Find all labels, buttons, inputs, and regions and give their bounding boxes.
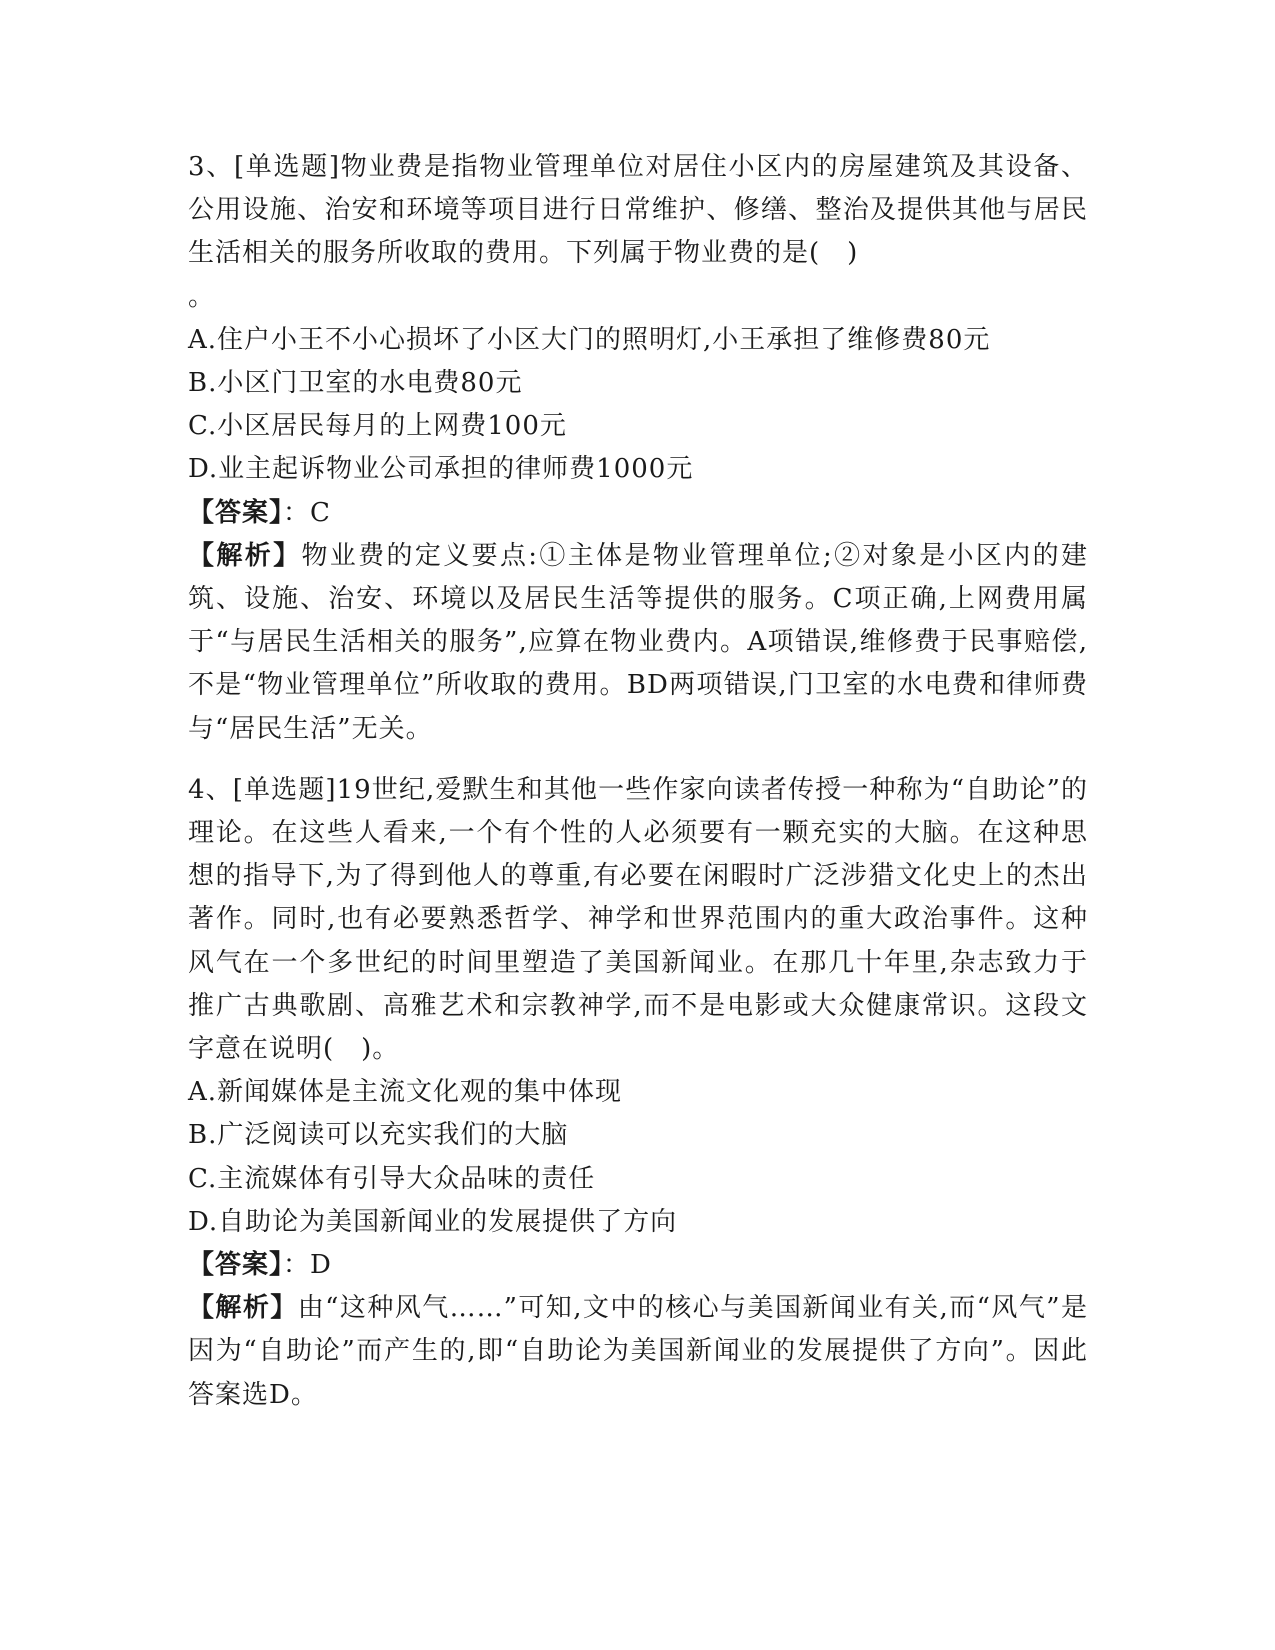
analysis-paragraph <box>188 1287 1088 1417</box>
option-a: A.住户小王不小心损坏了小区大门的照明灯,小王承担了维修费80元 <box>188 324 991 355</box>
analysis-paragraph <box>188 535 1088 751</box>
document-page <box>188 146 1088 1417</box>
option-b: B.广泛阅读可以充实我们的大脑 <box>188 1120 569 1151</box>
question-4 <box>188 769 1088 1417</box>
option-d: D.自助论为美国新闻业的发展提供了方向 <box>188 1206 678 1237</box>
question-3 <box>188 146 1088 751</box>
question-stem-tail: 。 <box>188 281 216 312</box>
answer-value: ：C <box>283 497 331 528</box>
analysis-text: 物业费的定义要点:①主体是物业管理单位;②对象是小区内的建筑、设施、治安、环境以及居民生活等提供的服务。C项正确,上网费用属于“与居民生活相关的服务”,应算在物业费内。A项错误,维修费于民事赔偿,不是“物业管理单位”所收取的费用。BD两项错误,门卫室的水电费和律师费与“居民生活”无关。 <box>188 540 1088 744</box>
analysis-label: 【解析】 <box>188 1293 298 1324</box>
option-d: D.业主起诉物业公司承担的律师费1000元 <box>188 454 694 485</box>
analysis-text: 由“这种风气……”可知,文中的核心与美国新闻业有关,而“风气”是因为“自助论”而产生的,即“自助论为美国新闻业的发展提供了方向”。因此答案选D。 <box>188 1293 1088 1410</box>
option-a: A.新闻媒体是主流文化观的集中体现 <box>188 1077 623 1108</box>
answer-value: ：D <box>283 1250 332 1281</box>
answer-line <box>188 1244 1088 1287</box>
answer-label: 【答案】 <box>188 1250 284 1281</box>
question-stem: 3、[单选题]物业费是指物业管理单位对居住小区内的房屋建筑及其设备、公用设施、治安和环境等项目进行日常维护、修缮、整治及提供其他与居民生活相关的服务所收取的费用。下列属于物业费的是( ) <box>188 152 1088 269</box>
option-c: C.主流媒体有引导大众品味的责任 <box>188 1163 596 1194</box>
answer-line <box>188 492 1088 535</box>
analysis-label: 【解析】 <box>188 540 302 571</box>
question-stem: 4、[单选题]19世纪,爱默生和其他一些作家向读者传授一种称为“自助论”的理论。在这些人看来,一个有个性的人必须要有一颗充实的大脑。在这种思想的指导下,为了得到他人的尊重,有必要在闲暇时广泛涉猎文化史上的杰出著作。同时,也有必要熟悉哲学、神学和世界范围内的重大政治事件。这种风气在一个多世纪的时间里塑造了美国新闻业。在那几十年里,杂志致力于推广古典歌剧、高雅艺术和宗教神学,而不是电影或大众健康常识。这段文字意在说明( )。 <box>188 774 1088 1065</box>
option-c: C.小区居民每月的上网费100元 <box>188 411 567 442</box>
option-b: B.小区门卫室的水电费80元 <box>188 368 523 399</box>
answer-label: 【答案】 <box>188 497 284 528</box>
